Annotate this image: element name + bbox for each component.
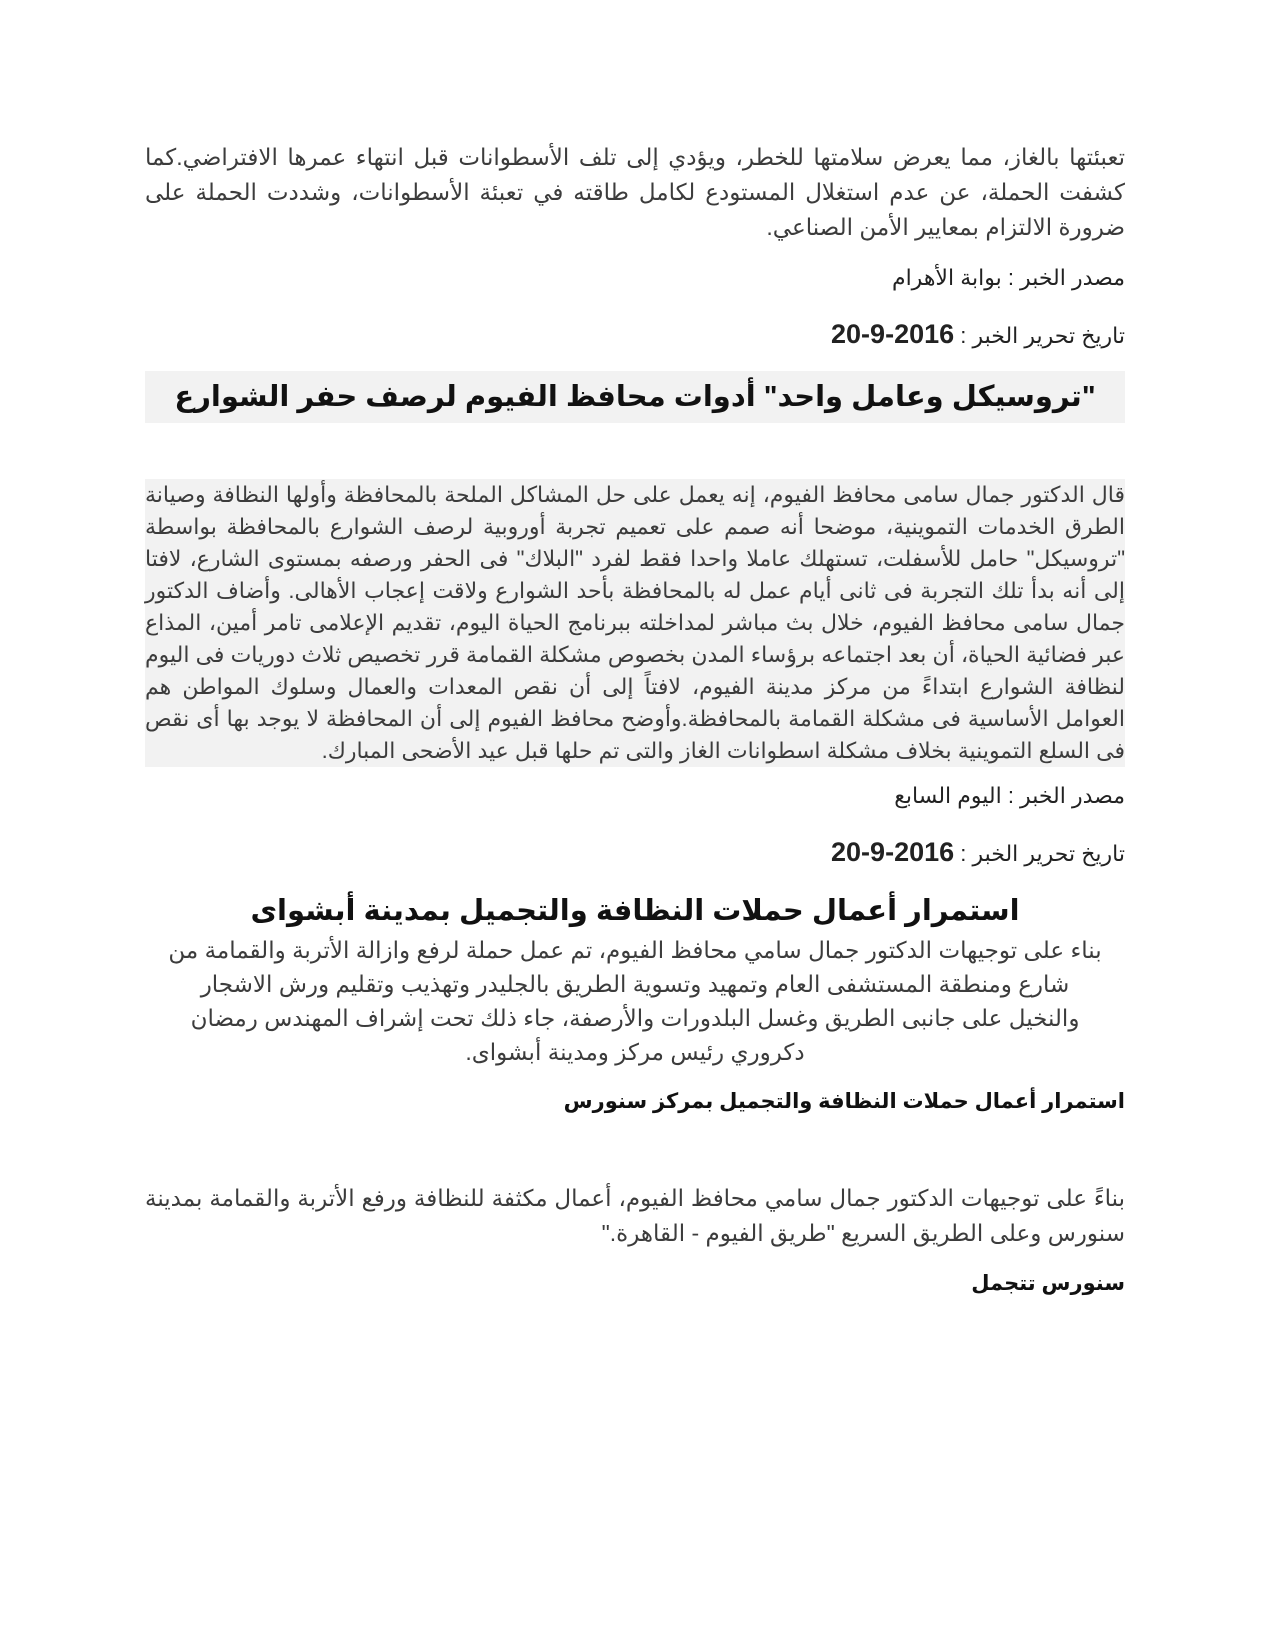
document-page: [145, 140, 1125, 1299]
news-date-2: [145, 837, 1125, 869]
source-label: مصدر الخبر :: [1001, 265, 1125, 290]
news-date-1: [145, 319, 1125, 351]
date-label: تاريخ تحرير الخبر :: [954, 841, 1125, 866]
news-paragraph-2: قال الدكتور جمال سامى محافظ الفيوم، إنه يعمل على حل المشاكل الملحة بالمحافظة وأولها النظافة وصيانة الطرق الخدمات التموينية، موضحا أنه صمم على تعميم تجربة أوروبية لرصف الشوارع بالمحافظة بواسطة "تروسيكل" حامل للأسفلت، تستهلك عاملا واحدا فقط لفرد "البلاك" فى الحفر ورصفه بمستوى الشارع، لافتا إلى أنه بدأ تلك التجربة فى ثانى أيام عمل له بالمحافظة بأحد الشوارع ولاقت إعجاب الأهالى. وأضاف الدكتور جمال سامى محافظ الفيوم، خلال بث مباشر لمداخلته ببرنامج الحياة اليوم، تقديم الإعلامى تامر أمين، المذاع عبر فضائية الحياة، أن بعد اجتماعه برؤساء المدن بخصوص مشكلة القمامة قرر تخصيص ثلاث دوريات فى اليوم لنظافة الشوارع ابتداءً من مركز مدينة الفيوم، لافتاً إلى أن نقص المعدات والعمال وسلوك المواطن هم العوامل الأساسية فى مشكلة القمامة بالمحافظة.وأوضح محافظ الفيوم إلى أن المحافظة لا يوجد بها أى نقص فى السلع التموينية بخلاف مشكلة اسطوانات الغاز والتى تم حلها قبل عيد الأضحى المبارك.: [145, 479, 1125, 767]
date-value: 2016-9-20: [830, 319, 955, 349]
source-label: مصدر الخبر :: [1001, 783, 1125, 808]
headline-abshway: استمرار أعمال حملات النظافة والتجميل بمدينة أبشواى: [250, 895, 1020, 927]
headline-tricycle: "تروسيكل وعامل واحد" أدوات محافظ الفيوم لرصف حفر الشوارع: [145, 371, 1125, 423]
news-paragraph-4: بناءً على توجيهات الدكتور جمال سامي محافظ الفيوم، أعمال مكثفة للنظافة ورفع الأتربة والقمامة بمدينة سنورس وعلى الطريق السريع "طريق الفيوم - القاهرة.": [145, 1185, 1125, 1246]
source-value: بوابة الأهرام: [891, 265, 1002, 290]
date-value: 2016-9-20: [830, 837, 955, 867]
date-label: تاريخ تحرير الخبر :: [954, 323, 1125, 348]
news-paragraph-3: بناء على توجيهات الدكتور جمال سامي محافظ الفيوم، تم عمل حملة لرفع وازالة الأتربة والقمامة من شارع ومنطقة المستشفى العام وتمهيد وتسوية الطريق بالجليدر وتهذيب وتقليم ورش الاشجار والنخيل على جانبى الطريق وغسل البلدورات والأرصفة، جاء ذلك تحت إشراف المهندس رمضان دكروري رئيس مركز ومدينة أبشواى.: [168, 937, 1102, 1065]
headline-sinnuris: استمرار أعمال حملات النظافة والتجميل بمركز سنورس: [563, 1090, 1125, 1113]
headline-sinnuris-beautifies: سنورس تتجمل: [971, 1272, 1125, 1295]
news-source-2: [145, 781, 1125, 811]
news-paragraph-1: تعبئتها بالغاز، مما يعرض سلامتها للخطر، ويؤدي إلى تلف الأسطوانات قبل انتهاء عمرها الافتراضي.كما كشفت الحملة، عن عدم استغلال المستودع لكامل طاقته في تعبئة الأسطوانات، وشددت الحملة على ضرورة الالتزام بمعايير الأمن الصناعي.: [145, 144, 1125, 240]
source-value: اليوم السابع: [894, 783, 1002, 808]
news-source-1: [145, 263, 1125, 293]
